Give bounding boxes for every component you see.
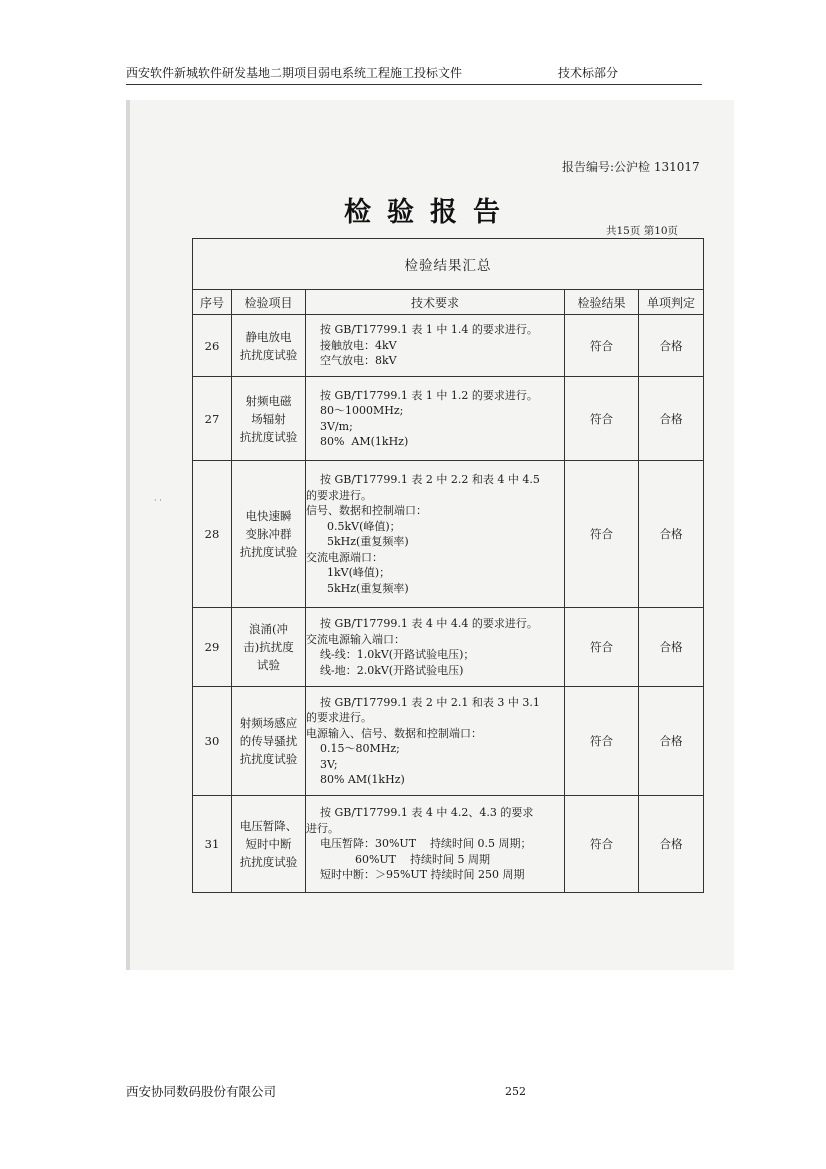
requirement-line: 信号、数据和控制端口： — [306, 504, 427, 517]
test-item-line: 击)抗扰度 — [243, 640, 294, 654]
test-item — [232, 796, 306, 893]
test-result: 符合 — [565, 315, 639, 377]
table-row — [193, 461, 704, 608]
requirement-line: 80% AM(1kHz) — [306, 773, 405, 786]
requirement-line: 按 GB/T17799.1 表 4 中 4.2、4.3 的要求 — [306, 806, 534, 820]
row-number: 29 — [193, 608, 232, 687]
test-item-line: 变脉冲群 — [245, 527, 292, 541]
requirement-line: 线-线：1.0kV(开路试验电压)； — [306, 648, 475, 661]
test-item-line: 抗扰度试验 — [239, 855, 298, 869]
requirement-line: 80～1000MHz; — [306, 404, 404, 417]
technical-requirements — [306, 608, 565, 687]
test-item-line: 的传导骚扰 — [239, 734, 298, 748]
column-header: 技术要求 — [306, 290, 565, 315]
requirement-line: 空气放电：8kV — [306, 354, 397, 368]
row-number: 26 — [193, 315, 232, 377]
footer-company: 西安协同数码股份有限公司 — [126, 1085, 277, 1099]
requirement-line: 5kHz(重复频率) — [306, 581, 409, 595]
item-verdict: 合格 — [639, 687, 704, 796]
header-document-title: 西安软件新城软件研发基地二期项目弱电系统工程施工投标文件 — [126, 66, 463, 80]
test-item-line: 试验 — [257, 658, 280, 672]
requirement-line: 5kHz(重复频率) — [306, 535, 409, 548]
summary-title-row — [193, 239, 704, 290]
technical-requirements — [306, 377, 565, 461]
technical-requirements — [306, 687, 565, 796]
page-header — [126, 64, 702, 85]
requirement-line: 的要求进行。 — [306, 711, 372, 724]
requirement-line: 接触放电：4kV — [306, 338, 397, 352]
item-verdict: 合格 — [639, 377, 704, 461]
test-item — [232, 461, 306, 608]
test-result: 符合 — [565, 608, 639, 687]
item-verdict: 合格 — [639, 608, 704, 687]
row-number: 31 — [193, 796, 232, 893]
requirement-line: 0.15～80MHz; — [306, 742, 400, 755]
technical-requirements — [306, 315, 565, 377]
item-verdict: 合格 — [639, 461, 704, 608]
requirement-line: 0.5kV(峰值)； — [306, 519, 401, 533]
test-item-line: 抗扰度试验 — [239, 429, 298, 444]
requirement-line: 按 GB/T17799.1 表 1 中 1.4 的要求进行。 — [306, 323, 538, 337]
table-row — [193, 377, 704, 461]
requirement-line: 80% AM(1kHz) — [306, 435, 409, 448]
requirement-line: 按 GB/T17799.1 表 2 中 2.2 和表 4 中 4.5 — [306, 473, 540, 486]
scan-specks: · · — [154, 496, 162, 505]
technical-requirements — [306, 461, 565, 608]
report-page-info: 共15页 第10页 — [606, 225, 679, 237]
requirement-line: 按 GB/T17799.1 表 4 中 4.4 的要求进行。 — [306, 617, 538, 630]
test-item-line: 短时中断 — [245, 837, 292, 851]
test-item-line: 电压暂降、 — [239, 819, 298, 833]
requirement-line: 线-地：2.0kV(开路试验电压) — [306, 663, 464, 677]
test-item-line: 抗扰度试验 — [239, 752, 298, 766]
item-verdict: 合格 — [639, 796, 704, 893]
test-item-line: 抗扰度试验 — [239, 347, 298, 362]
requirement-line: 按 GB/T17799.1 表 1 中 1.2 的要求进行。 — [306, 388, 538, 402]
row-number: 30 — [193, 687, 232, 796]
test-item-line: 电快速瞬 — [245, 509, 292, 523]
report-title: 检验报告 — [344, 197, 516, 228]
requirement-line: 交流电源端口： — [306, 550, 383, 564]
requirement-line: 电源输入、信号、数据和控制端口： — [306, 726, 482, 740]
test-item-line: 抗扰度试验 — [239, 545, 298, 559]
test-item — [232, 315, 306, 377]
scan-edge — [126, 100, 130, 970]
requirement-line: 60%UT 持续时间 5 周期 — [306, 852, 490, 866]
test-result: 符合 — [565, 461, 639, 608]
row-number: 28 — [193, 461, 232, 608]
test-item-line: 射频电磁 — [245, 393, 292, 408]
test-result: 符合 — [565, 796, 639, 893]
technical-requirements — [306, 796, 565, 893]
test-item-line: 浪涌(冲 — [249, 622, 288, 636]
column-header: 检验项目 — [232, 290, 306, 315]
requirement-line: 3V; — [306, 757, 338, 771]
requirement-line: 3V/m; — [306, 419, 353, 433]
requirement-line: 交流电源输入端口： — [306, 632, 405, 646]
table-row — [193, 796, 704, 893]
table-row — [193, 608, 704, 687]
requirement-line: 短时中断：＞95%UT 持续时间 250 周期 — [306, 868, 525, 882]
test-result: 符合 — [565, 377, 639, 461]
column-header-row — [193, 290, 704, 315]
test-item-line: 静电放电 — [245, 329, 292, 344]
results-table — [192, 238, 704, 893]
summary-title: 检验结果汇总 — [193, 239, 704, 290]
table-row — [193, 315, 704, 377]
test-item — [232, 687, 306, 796]
test-item-line: 射频场感应 — [239, 716, 298, 730]
table-row — [193, 687, 704, 796]
row-number: 27 — [193, 377, 232, 461]
requirement-line: 电压暂降：30%UT 持续时间 0.5 周期； — [306, 837, 532, 851]
report-number: 报告编号:公沪检 131017 — [562, 160, 700, 174]
requirement-line: 进行。 — [306, 821, 339, 835]
test-item — [232, 377, 306, 461]
column-header: 单项判定 — [639, 290, 704, 315]
column-header: 序号 — [193, 290, 232, 315]
test-result: 符合 — [565, 687, 639, 796]
requirement-line: 的要求进行。 — [306, 488, 372, 502]
item-verdict: 合格 — [639, 315, 704, 377]
requirement-line: 1kV(峰值)； — [306, 566, 391, 579]
requirement-line: 按 GB/T17799.1 表 2 中 2.1 和表 3 中 3.1 — [306, 695, 540, 709]
test-item — [232, 608, 306, 687]
header-section-name: 技术标部分 — [558, 66, 619, 80]
test-item-line: 场辐射 — [251, 411, 286, 426]
footer-page-number: 252 — [505, 1085, 526, 1098]
column-header: 检验结果 — [565, 290, 639, 315]
